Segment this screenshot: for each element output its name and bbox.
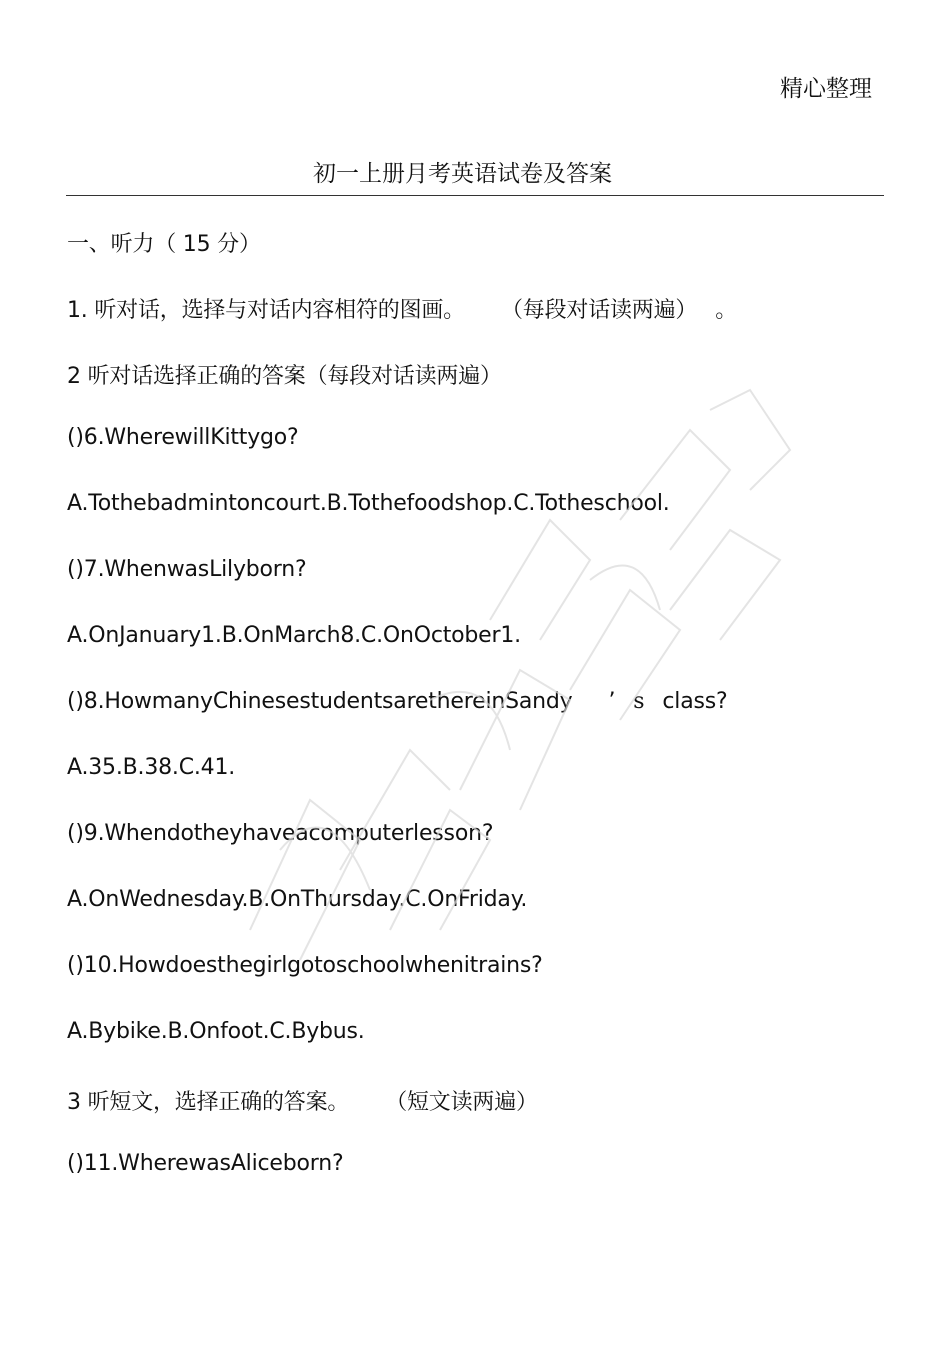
part1-main: 1. 听对话，选择与对话内容相符的图画。 [67,298,465,323]
document-title: 初一上册月考英语试卷及答案 [313,161,612,187]
part3-note: （短文读两遍） [385,1090,538,1115]
question-11: ()11.WherewasAliceborn? [67,1151,344,1176]
question-8-main: ()8.HowmanyChinesestudentsaretherein [67,689,506,714]
question-8 [67,689,727,714]
section-heading: 一、听力（ 15 分） [67,232,261,257]
question-9: ()9.Whendotheyhaveacomputerlesson? [67,821,494,846]
question-8-end: class? [662,689,728,714]
question-9-options: A.OnWednesday.B.OnThursday.C.OnFriday. [67,887,528,912]
title-divider [66,195,884,196]
question-6-options: A.Tothebadmintoncourt.B.Tothefoodshop.C.Totheschool. [67,491,670,516]
part2-instruction: 2 听对话选择正确的答案（每段对话读两遍） [67,364,502,389]
part3-instruction [67,1085,538,1116]
watermark [190,370,810,970]
question-8-options: A.35.B.38.C.41. [67,755,236,780]
question-8-name: Sandy [505,689,573,714]
question-7: ()7.WhenwasLilyborn? [67,557,307,582]
question-7-options: A.OnJanuary1.B.OnMarch8.C.OnOctober1. [67,623,521,648]
part1-instruction [67,293,737,324]
part1-note: （每段对话读两遍） [501,298,698,323]
question-10-options: A.Bybike.B.Onfoot.C.Bybus. [67,1019,365,1044]
question-10: ()10.Howdoesthegirlgotoschoolwhenitrains? [67,953,543,978]
question-8-apostrophe: ’ [608,689,616,714]
part1-end: 。 [715,298,738,323]
part3-main: 3 听短文，选择正确的答案。 [67,1090,350,1115]
header-note: 精心整理 [780,76,872,102]
question-8-s: s [633,689,645,714]
question-6: ()6.WherewillKittygo? [67,425,299,450]
